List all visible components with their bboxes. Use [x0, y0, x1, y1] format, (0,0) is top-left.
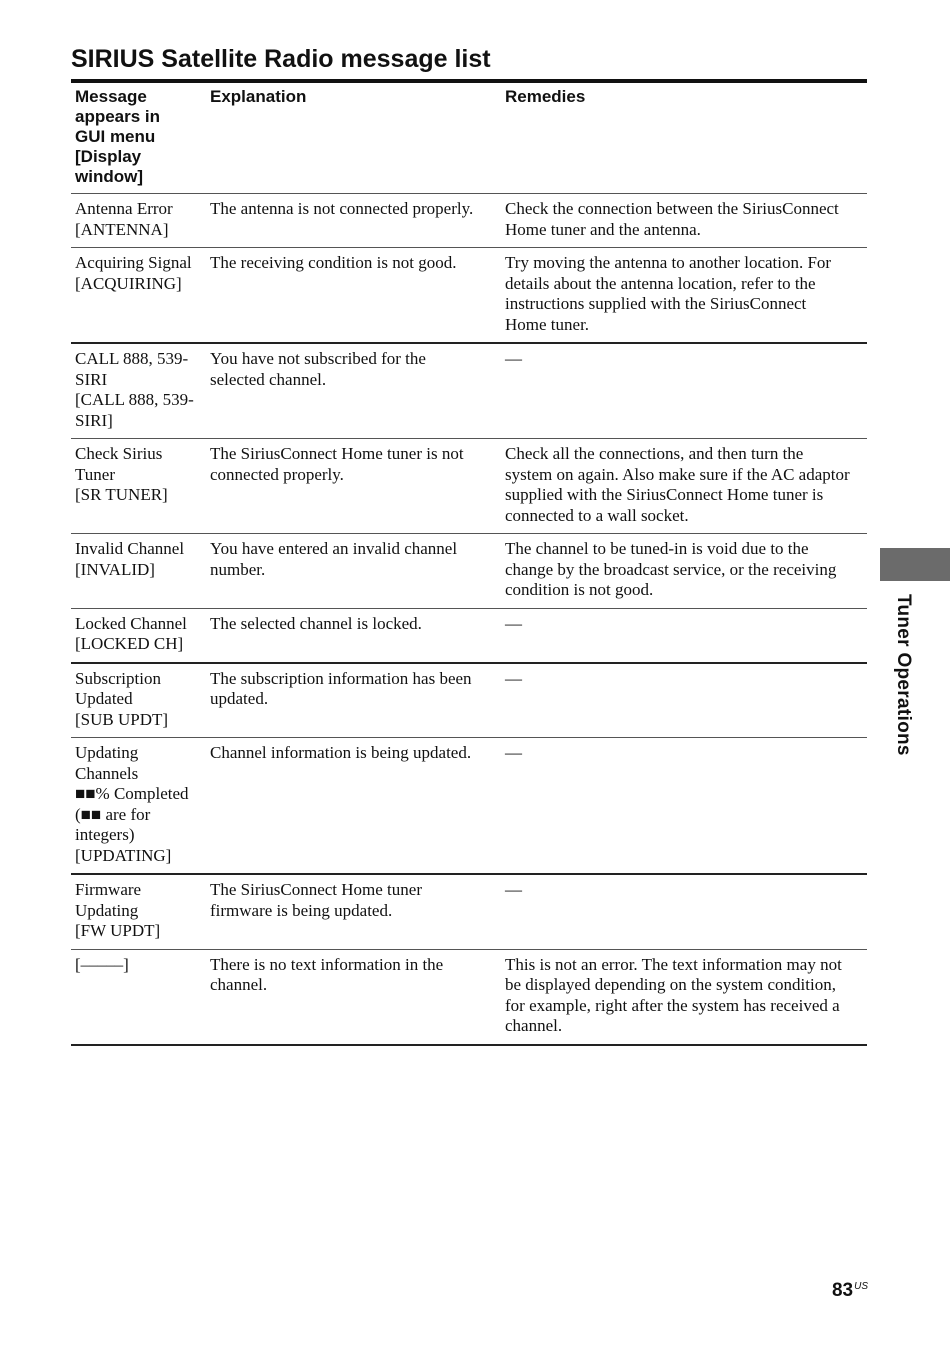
page-title: SIRIUS Satellite Radio message list	[71, 45, 491, 73]
cell-text-line: [LOCKED CH]	[75, 634, 184, 653]
cell-text-line: There is no text information in the	[210, 954, 444, 974]
cell-text-line: —	[505, 743, 522, 762]
cell-text-line: Updating	[75, 743, 139, 762]
cell-text-line: (■■ are for	[75, 804, 151, 824]
cell-text-line: Updating	[75, 900, 139, 920]
cell-text-line: SIRI	[75, 369, 108, 389]
cell-text-line: number.	[210, 559, 266, 579]
cell-text-line: system on again. Also make sure if the AC adaptor	[505, 464, 850, 484]
remedies-cell	[501, 534, 867, 609]
explanation-cell	[206, 663, 501, 738]
table-row	[71, 949, 867, 1045]
cell-text-line: This is not an error. The text information may not	[505, 954, 842, 974]
cell-text-line: Home tuner.	[505, 314, 590, 334]
cell-text-line: The subscription information has been	[210, 668, 472, 688]
cell-text-line: integers)	[75, 825, 135, 844]
cell-text-line: The antenna is not connected properly.	[210, 199, 474, 218]
page-number-suffix: US	[854, 1281, 868, 1292]
message-cell	[71, 874, 206, 949]
cell-text-line: [ACQUIRING]	[75, 273, 182, 293]
remedies-cell	[501, 194, 867, 248]
remedies-cell	[501, 248, 867, 344]
cell-text-line: Updated	[75, 689, 133, 708]
cell-text-line: channel.	[210, 975, 268, 994]
cell-text-line: Subscription	[75, 668, 161, 688]
cell-text-line: change by the broadcast service, or the receiving	[505, 559, 837, 579]
cell-text-line: Locked Channel	[75, 613, 187, 633]
cell-text-line: connected properly.	[210, 464, 344, 484]
message-cell	[71, 343, 206, 439]
explanation-cell	[206, 949, 501, 1045]
cell-text-line: [INVALID]	[75, 559, 155, 579]
message-cell	[71, 663, 206, 738]
explanation-cell	[206, 738, 501, 875]
cell-text-line: be displayed depending on the system condition,	[505, 975, 836, 994]
message-cell	[71, 949, 206, 1045]
header-message: Message appears in GUI menu [Display window]	[71, 83, 206, 194]
remedies-cell	[501, 608, 867, 663]
cell-text-line: Firmware	[75, 880, 142, 899]
remedies-cell	[501, 439, 867, 534]
message-cell	[71, 248, 206, 344]
table-row	[71, 439, 867, 534]
remedies-cell	[501, 874, 867, 949]
cell-text-line: [–––––]	[75, 954, 129, 974]
header-row	[71, 83, 867, 194]
table-row	[71, 534, 867, 609]
cell-text-line: —	[505, 613, 522, 633]
remedies-cell	[501, 343, 867, 439]
remedies-cell	[501, 949, 867, 1045]
explanation-cell	[206, 608, 501, 663]
cell-text-line: Acquiring Signal	[75, 253, 192, 272]
explanation-cell	[206, 194, 501, 248]
explanation-cell	[206, 248, 501, 344]
header-remedies: Remedies	[501, 83, 867, 194]
table-row	[71, 194, 867, 248]
message-cell	[71, 534, 206, 609]
cell-text-line: [FW UPDT]	[75, 921, 161, 940]
cell-text-line: Invalid Channel	[75, 539, 185, 558]
table-row	[71, 874, 867, 949]
cell-text-line: for example, right after the system has received a	[505, 995, 840, 1015]
table-row	[71, 248, 867, 344]
cell-text-line: [ANTENNA]	[75, 219, 169, 239]
message-cell	[71, 608, 206, 663]
cell-text-line: —	[505, 349, 522, 368]
cell-text-line: The SiriusConnect Home tuner is not	[210, 444, 464, 463]
cell-text-line: Antenna Error	[75, 199, 173, 218]
cell-text-line: The channel to be tuned-in is void due to the	[505, 539, 809, 558]
explanation-cell	[206, 343, 501, 439]
cell-text-line: details about the antenna location, refer to the	[505, 273, 816, 293]
cell-text-line: Check Sirius	[75, 444, 163, 463]
cell-text-line: SIRI]	[75, 410, 113, 430]
page-number	[832, 1280, 868, 1302]
cell-text-line: firmware is being updated.	[210, 900, 393, 920]
cell-text-line: Channels	[75, 763, 139, 783]
cell-text-line: supplied with the SiriusConnect Home tuner is	[505, 485, 824, 504]
cell-text-line: condition is not good.	[505, 580, 654, 599]
cell-text-line: [SR TUNER]	[75, 485, 168, 504]
cell-text-line: instructions supplied with the SiriusConnect	[505, 294, 807, 313]
cell-text-line: selected channel.	[210, 369, 327, 389]
cell-text-line: The SiriusConnect Home tuner	[210, 880, 422, 899]
message-cell	[71, 194, 206, 248]
message-table	[71, 83, 867, 1046]
message-cell	[71, 738, 206, 875]
cell-text-line: The receiving condition is not good.	[210, 253, 457, 272]
explanation-cell	[206, 874, 501, 949]
cell-text-line: channel.	[505, 1016, 563, 1035]
cell-text-line: Channel information is being updated.	[210, 743, 472, 762]
section-tab-marker	[880, 548, 950, 581]
remedies-cell	[501, 663, 867, 738]
cell-text-line: updated.	[210, 689, 269, 708]
explanation-cell	[206, 439, 501, 534]
cell-text-line: ■■% Completed	[75, 784, 189, 803]
message-cell	[71, 439, 206, 534]
section-side-label: Tuner Operations	[893, 594, 914, 756]
cell-text-line: connected to a wall socket.	[505, 505, 689, 525]
cell-text-line: Try moving the antenna to another location. For	[505, 253, 832, 272]
cell-text-line: Home tuner and the antenna.	[505, 219, 701, 239]
cell-text-line: CALL 888, 539-	[75, 349, 189, 368]
page-number-value: 83	[831, 1280, 854, 1301]
cell-text-line: —	[505, 880, 522, 899]
cell-text-line: You have entered an invalid channel	[210, 539, 458, 558]
remedies-cell	[501, 738, 867, 875]
cell-text-line: [UPDATING]	[75, 845, 172, 865]
cell-text-line: [CALL 888, 539-	[75, 390, 194, 409]
table-row	[71, 738, 867, 875]
cell-text-line: —	[505, 668, 522, 688]
cell-text-line: Tuner	[75, 464, 115, 484]
table-row	[71, 608, 867, 663]
table-row	[71, 343, 867, 439]
cell-text-line: You have not subscribed for the	[210, 349, 426, 368]
explanation-cell	[206, 534, 501, 609]
cell-text-line: Check the connection between the SiriusConnect	[505, 199, 839, 218]
cell-text-line: The selected channel is locked.	[210, 613, 422, 633]
cell-text-line: [SUB UPDT]	[75, 709, 169, 729]
header-explanation: Explanation	[206, 83, 501, 194]
cell-text-line: Check all the connections, and then turn the	[505, 444, 804, 463]
table-row	[71, 663, 867, 738]
